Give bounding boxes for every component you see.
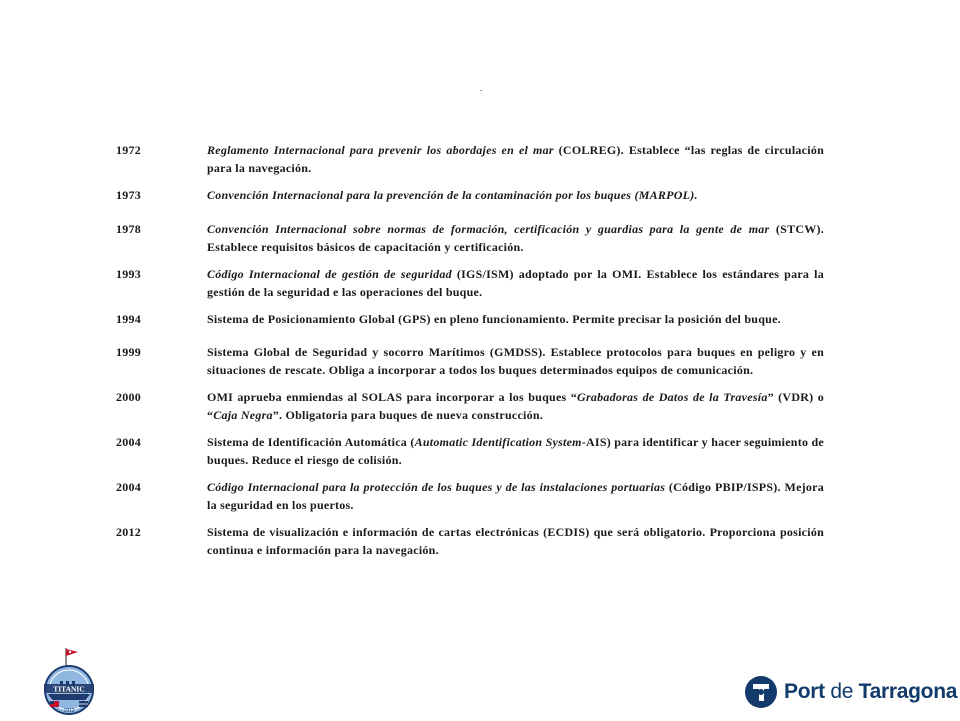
logo-word-tarragona: Tarragona: [858, 680, 958, 703]
timeline-row: [116, 141, 824, 177]
timeline-row: [116, 220, 824, 256]
timeline-year: 2012: [116, 525, 141, 539]
timeline-description: [207, 343, 824, 379]
timeline-description: [207, 186, 824, 204]
timeline-description: [207, 478, 824, 514]
timeline-year: 1978: [116, 222, 141, 236]
timeline-row: [116, 523, 824, 559]
text-segment: (STCW). Establece requisitos básicos de capacitación y certificación.: [207, 222, 824, 254]
italic-text-segment: Convención Internacional para la prevención de la contaminación por los buques (MARPOL).: [207, 188, 698, 202]
italic-text-segment: Código Internacional para la protección de los buques y de las instalaciones portuarias: [207, 480, 666, 494]
port-de-tarragona-logo: [744, 670, 957, 714]
timeline-description: [207, 433, 824, 469]
timeline-year: 2000: [116, 390, 141, 404]
text-segment: ”. Obligatoria para buques de nueva construcción.: [272, 408, 544, 422]
emblem-banner-text: TITANIC: [53, 684, 85, 694]
timeline-description: [207, 141, 824, 177]
timeline-year: 1972: [116, 143, 141, 157]
timeline-row: [116, 388, 824, 424]
text-segment: Sistema de visualización e información de cartas electrónicas (ECDIS) que será obligatorio. Proporciona posición continua e información para la navegación.: [207, 525, 824, 557]
timeline-row: [116, 265, 824, 301]
italic-text-segment: Caja Negra: [213, 408, 273, 422]
text-segment: (COLREG). Establece “las reglas de circulación para la navegación.: [207, 143, 824, 175]
port-de-tarragona-logo-icon: [744, 675, 778, 709]
italic-text-segment: Convención Internacional sobre normas de formación, certificación y guardias para la gente de mar: [207, 222, 770, 236]
maritime-regulations-timeline: [116, 141, 824, 559]
timeline-row: [116, 310, 824, 328]
timeline-description: [207, 310, 824, 328]
timeline-year: 1999: [116, 345, 141, 359]
text-segment: Sistema de Identificación Automática (: [207, 435, 415, 449]
timeline-row: [116, 433, 824, 469]
logo-word-port: Port: [784, 680, 825, 703]
italic-text-segment: Grabadoras de Datos de la Travesía: [577, 390, 768, 404]
text-segment: (Código PBIP/ISPS). Mejora la seguridad en los puertos.: [207, 480, 824, 512]
timeline-row: [116, 343, 824, 379]
logo-word-de: de: [830, 680, 854, 703]
text-segment: Sistema Global de Seguridad y socorro Marítimos (GMDSS). Establece protocolos para buques en peligro y en situaciones de rescate. Obliga a incorporar a todos los buques determinados equipos de comunicación.: [207, 345, 824, 377]
timeline-year: 2004: [116, 480, 141, 494]
timeline-year: 2004: [116, 435, 141, 449]
text-segment: Sistema de Posicionamiento Global (GPS) en pleno funcionamiento. Permite precisar la posición del buque.: [207, 312, 781, 326]
text-segment: -AIS) para identificar y hacer seguimiento de buques. Reduce el riesgo de colisión.: [207, 435, 825, 467]
italic-text-segment: Automatic Identification System: [414, 435, 582, 449]
emblem-year-text: 1912: [63, 708, 75, 714]
timeline-year: 1973: [116, 188, 141, 202]
timeline-description: [207, 265, 824, 301]
port-de-tarragona-wordmark: [784, 680, 957, 704]
titanic-emblem-icon: [34, 646, 104, 716]
timeline-row: [116, 186, 824, 204]
timeline-description: [207, 523, 824, 559]
text-segment: ” (VDR) o “: [207, 390, 825, 422]
timeline-description: [207, 220, 824, 256]
timeline-row: [116, 478, 824, 514]
center-dot-mark: .: [480, 83, 483, 93]
timeline-description: [207, 388, 824, 424]
timeline-year: 1994: [116, 312, 141, 326]
italic-text-segment: Reglamento Internacional para prevenir los abordajes en el mar: [207, 143, 554, 157]
italic-text-segment: Código Internacional de gestión de seguridad: [207, 267, 452, 281]
text-segment: (IGS/ISM) adoptado por la OMI. Establece los estándares para la gestión de la seguridad e las operaciones del buque.: [207, 267, 825, 299]
timeline-year: 1993: [116, 267, 141, 281]
text-segment: OMI aprueba enmiendas al SOLAS para incorporar a los buques “: [207, 390, 578, 404]
